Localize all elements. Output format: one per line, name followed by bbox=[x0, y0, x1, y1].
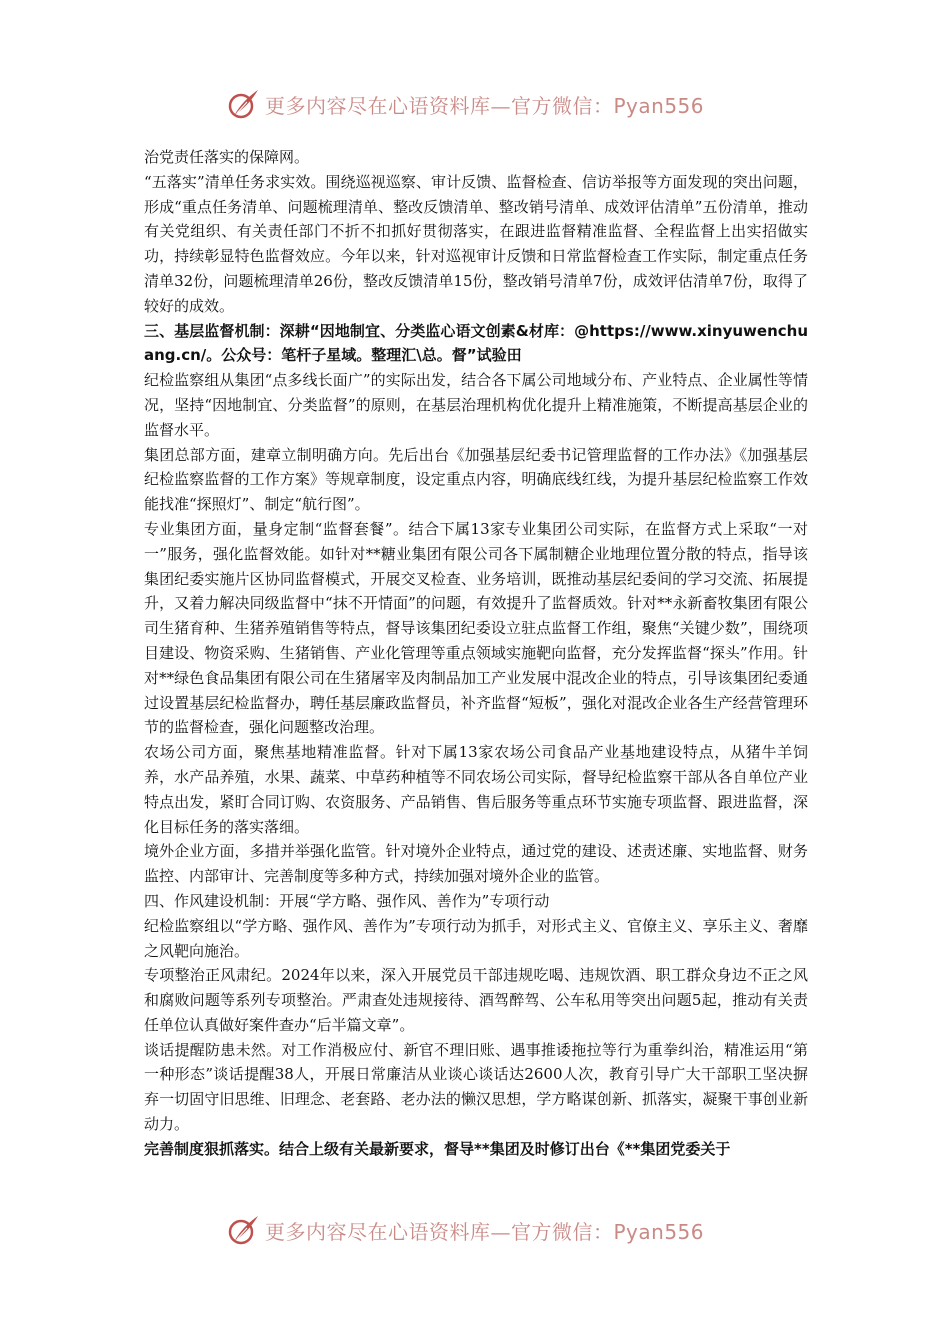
document-body bbox=[144, 145, 808, 1162]
header-banner bbox=[0, 84, 950, 124]
paragraph: “五落实”清单任务求实效。围绕巡视巡察、审计反馈、监督检查、信访举报等方面发现的突出问题，形成“重点任务清单、问题梳理清单、整改反馈清单、整改销号清单、成效评估清单”五份清单，推动有关党组织、有关责任部门不折不扣抓好贯彻落实，在跟进监督精准监督、全程监督上出实招做实功，持续彰显特色监督效应。今年以来，针对巡视审计反馈和日常监督检查工作实际，制定重点任务清单32份，问题梳理清单26份，整改反馈清单15份，整改销号清单7份，成效评估清单7份，取得了较好的成效。 bbox=[144, 172, 808, 315]
section-heading: 四、作风建设机制：开展“学方略、强作风、善作为”专项行动 bbox=[144, 891, 550, 910]
paragraph: 集团总部方面，建章立制明确方向。先后出台《加强基层纪委书记管理监督的工作办法》《加强基层纪检监察监督的工作方案》等规章制度，设定重点内容，明确底线红线，为提升基层纪检监察工作效能找准“探照灯”、制定“航行图”。 bbox=[144, 445, 808, 514]
paragraph: 纪检监察组以“学方略、强作风、善作为”专项行动为抓手，对形式主义、官僚主义、享乐主义、奢靡之风靶向施治。 bbox=[144, 916, 808, 960]
footer-banner-text: 更多内容尽在心语资料库—官方微信：Pyan556 bbox=[265, 1219, 705, 1244]
paragraph: 专业集团方面，量身定制“监督套餐”。结合下属13家专业集团公司实际，在监督方式上采取“一对一”服务，强化监督效能。如针对**糖业集团有限公司各下属制糖企业地理位置分散的特点，指导该集团纪委实施片区协同监督模式，开展交叉检查、业务培训，既推动基层纪委间的学习交流、拓展提升，又着力解决同级监督中“抹不开情面”的问题，有效提升了监督质效。针对**永新畜牧集团有限公司生猪育种、生猪养殖销售等特点，督导该集团纪委设立驻点监督工作组，聚焦“关键少数”，围绕项目建设、物资采购、生猪销售、产业化管理等重点领域实施靶向监督，充分发挥监督“探头”作用。针对**绿色食品集团有限公司在生猪屠宰及肉制品加工产业发展中混改企业的特点，引导该集团纪委通过设置基层纪检监督办，聘任基层廉政监督员，补齐监督“短板”，强化对混改企业各生产经营管理环节的监督检查，强化问题整改治理。 bbox=[144, 519, 808, 737]
section-heading: 三、基层监督机制：深耕“因地制宜、分类监心语文创素&材库：@https://www.xinyuwenchuang.cn/。公众号：笔杆子星域。整理汇\总。督”试验田 bbox=[144, 321, 808, 365]
footer-banner-id: Pyan556 bbox=[613, 1219, 705, 1244]
paragraph: 境外企业方面，多措并举强化监管。针对境外企业特点，通过党的建设、述责述廉、实地监督、财务监控、内部审计、完善制度等多种方式，持续加强对境外企业的监管。 bbox=[144, 842, 808, 886]
paragraph: 谈话提醒防患未然。对工作消极应付、新官不理旧账、遇事推诿拖拉等行为重拳纠治，精准运用“第一种形态”谈话提醒38人，开展日常廉洁从业谈心谈话达2600人次，教育引导广大干部职工坚决摒弃一切固守旧思维、旧理念、老套路、老办法的懒汉思想，学方略谋创新、抓落实，凝聚干事创业新动力。 bbox=[144, 1040, 808, 1134]
footer-banner bbox=[0, 1210, 950, 1250]
paragraph: 专项整治正风肃纪。2024年以来，深入开展党员干部违规吃喝、违规饮酒、职工群众身边不正之风和腐败问题等系列专项整治。严肃查处违规接待、酒驾醉驾、公车私用等突出问题5起，推动有关责任单位认真做好案件查办“后半篇文章”。 bbox=[144, 966, 808, 1034]
paragraph: 纪检监察组从集团“点多线长面广”的实际出发，结合各下属公司地域分布、产业特点、企业属性等情况，坚持“因地制宜、分类监督”的原则，在基层治理机构优化提升上精准施策，不断提高基层企业的监督水平。 bbox=[144, 371, 808, 439]
paragraph: 农场公司方面，聚焦基地精准监督。针对下属13家农场公司食品产业基地建设特点，从猪牛羊饲养，水产品养殖，水果、蔬菜、中草药种植等不同农场公司实际，督导纪检监察干部从各自单位产业特点出发，紧盯合同订购、农资服务、产品销售、售后服务等重点环节实施专项监督、跟进监督，深化目标任务的落实落细。 bbox=[144, 743, 808, 836]
paragraph: 治党责任落实的保障网。 bbox=[144, 148, 310, 166]
header-banner-text: 更多内容尽在心语资料库—官方微信：Pyan556 bbox=[265, 93, 705, 118]
header-banner-id: Pyan556 bbox=[613, 93, 705, 118]
quill-logo-icon bbox=[225, 86, 261, 122]
paragraph: 完善制度狠抓落实。结合上级有关最新要求，督导**集团及时修订出台《**集团党委关于 bbox=[144, 1139, 731, 1158]
quill-logo-icon bbox=[225, 1212, 261, 1248]
